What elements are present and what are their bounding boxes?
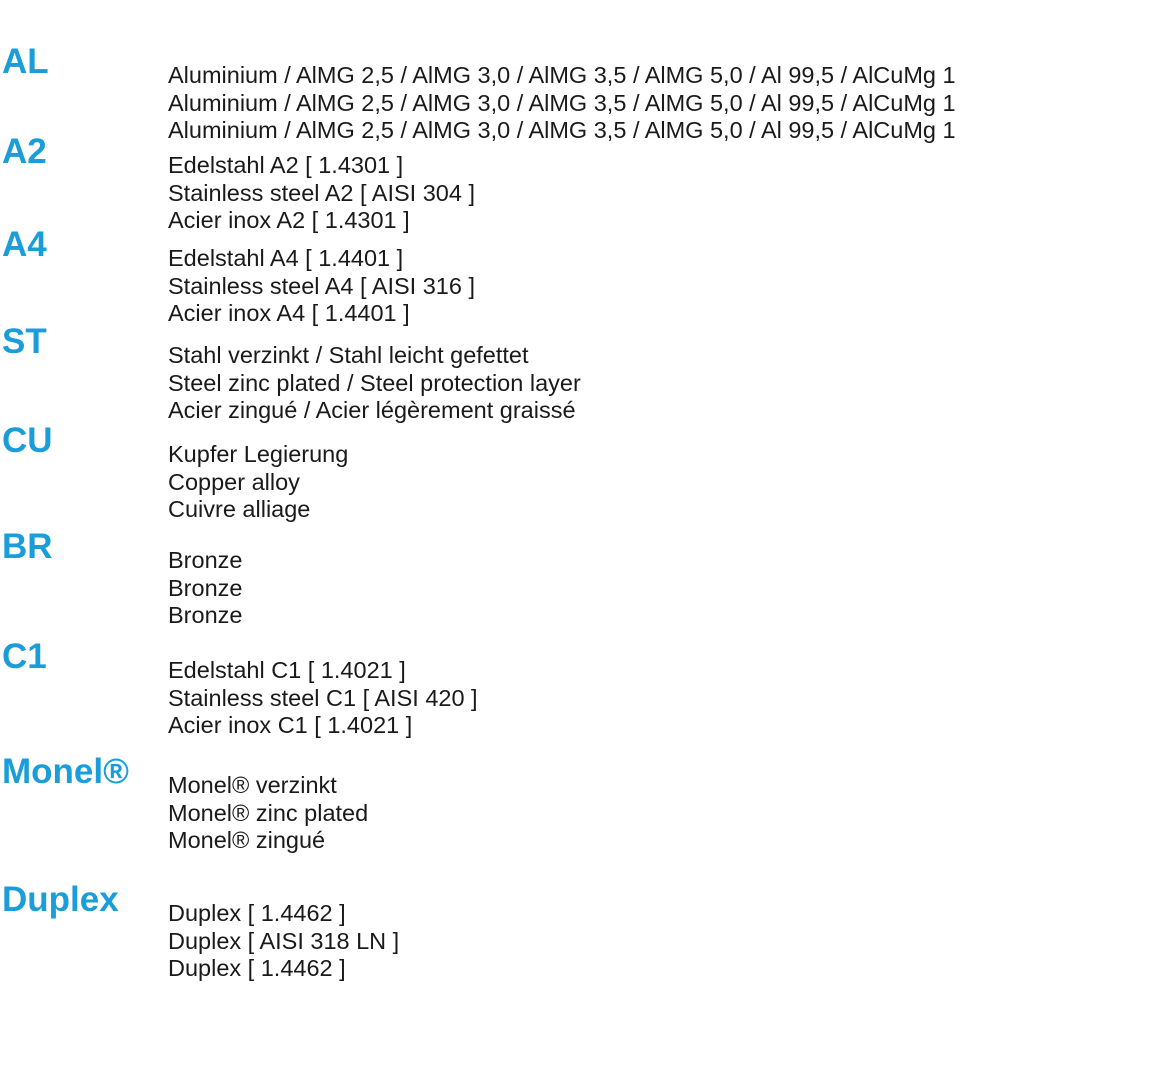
material-description-line: Monel® zingué	[168, 827, 326, 854]
material-code: A2	[2, 132, 47, 171]
material-code-cell	[0, 134, 168, 171]
material-code-cell	[0, 423, 168, 460]
material-description-cell	[168, 754, 1160, 855]
material-row	[0, 225, 1160, 327]
material-description-line: Copper alloy	[168, 468, 300, 495]
material-description-line: Acier inox A2 [ 1.4301 ]	[168, 207, 410, 234]
material-row	[0, 882, 1160, 1002]
material-description-line: Stainless steel C1 [ AISI 420 ]	[168, 684, 478, 711]
material-description-cell	[168, 44, 1160, 145]
material-description-line: Cuivre alliage	[168, 496, 311, 523]
material-description-cell	[168, 423, 1160, 524]
material-description-line: Monel® zinc plated	[168, 799, 369, 826]
material-description-line: Bronze	[168, 547, 243, 573]
material-description-line: Acier inox C1 [ 1.4021 ]	[168, 712, 413, 739]
material-description-line: Stainless steel A2 [ AISI 304 ]	[168, 179, 475, 206]
material-row	[0, 754, 1160, 882]
material-row	[0, 132, 1160, 234]
material-code: BR	[2, 527, 53, 566]
material-description-line: Edelstahl A4 [ 1.4401 ]	[168, 245, 404, 271]
material-description-line: Edelstahl A2 [ 1.4301 ]	[168, 152, 404, 178]
material-description-cell	[168, 324, 1160, 425]
material-row	[0, 639, 1160, 754]
material-code: AL	[2, 42, 49, 81]
material-description-line: Kupfer Legierung	[168, 441, 349, 467]
material-description-cell	[168, 529, 1160, 630]
material-description-line: Aluminium / AlMG 2,5 / AlMG 3,0 / AlMG 3,5 / AlMG 5,0 / Al 99,5 / AlCuMg 1	[168, 117, 956, 144]
material-description-line: Bronze	[168, 574, 243, 601]
material-description-line: Aluminium / AlMG 2,5 / AlMG 3,0 / AlMG 3,5 / AlMG 5,0 / Al 99,5 / AlCuMg 1	[168, 62, 956, 88]
material-code: ST	[2, 322, 47, 361]
material-code-cell	[0, 44, 168, 81]
material-row	[0, 324, 1160, 423]
material-description-cell	[168, 639, 1160, 740]
material-description-line: Aluminium / AlMG 2,5 / AlMG 3,0 / AlMG 3,5 / AlMG 5,0 / Al 99,5 / AlCuMg 1	[168, 89, 956, 116]
material-row	[0, 423, 1160, 529]
material-code: CU	[2, 421, 53, 460]
material-rows	[0, 44, 1160, 1002]
material-code-cell	[0, 639, 168, 676]
material-description-line: Duplex [ AISI 318 LN ]	[168, 927, 400, 954]
material-description-line: Steel zinc plated / Steel protection layer	[168, 369, 581, 396]
material-description-cell	[168, 227, 1160, 328]
material-code-cell	[0, 227, 168, 264]
material-description-line: Stahl verzinkt / Stahl leicht gefettet	[168, 342, 529, 368]
material-description-line: Bronze	[168, 602, 243, 629]
material-code: A4	[2, 225, 47, 264]
material-description-cell	[168, 882, 1160, 983]
material-code-cell	[0, 754, 168, 791]
material-code-cell	[0, 529, 168, 566]
material-code: Monel®	[2, 752, 129, 791]
material-code: C1	[2, 637, 47, 676]
material-row	[0, 529, 1160, 639]
material-description-line: Edelstahl C1 [ 1.4021 ]	[168, 657, 406, 683]
material-description-line: Acier zingué / Acier légèrement graissé	[168, 397, 576, 424]
material-description-line: Duplex [ 1.4462 ]	[168, 900, 346, 926]
material-code-cell	[0, 882, 168, 919]
material-description-cell	[168, 134, 1160, 235]
material-description-line: Monel® verzinkt	[168, 772, 337, 798]
material-description-line: Acier inox A4 [ 1.4401 ]	[168, 300, 410, 327]
material-row	[0, 42, 1160, 144]
material-code: Duplex	[2, 880, 119, 919]
material-description-line: Duplex [ 1.4462 ]	[168, 955, 346, 982]
material-description-line: Stainless steel A4 [ AISI 316 ]	[168, 272, 475, 299]
material-code-cell	[0, 324, 168, 361]
